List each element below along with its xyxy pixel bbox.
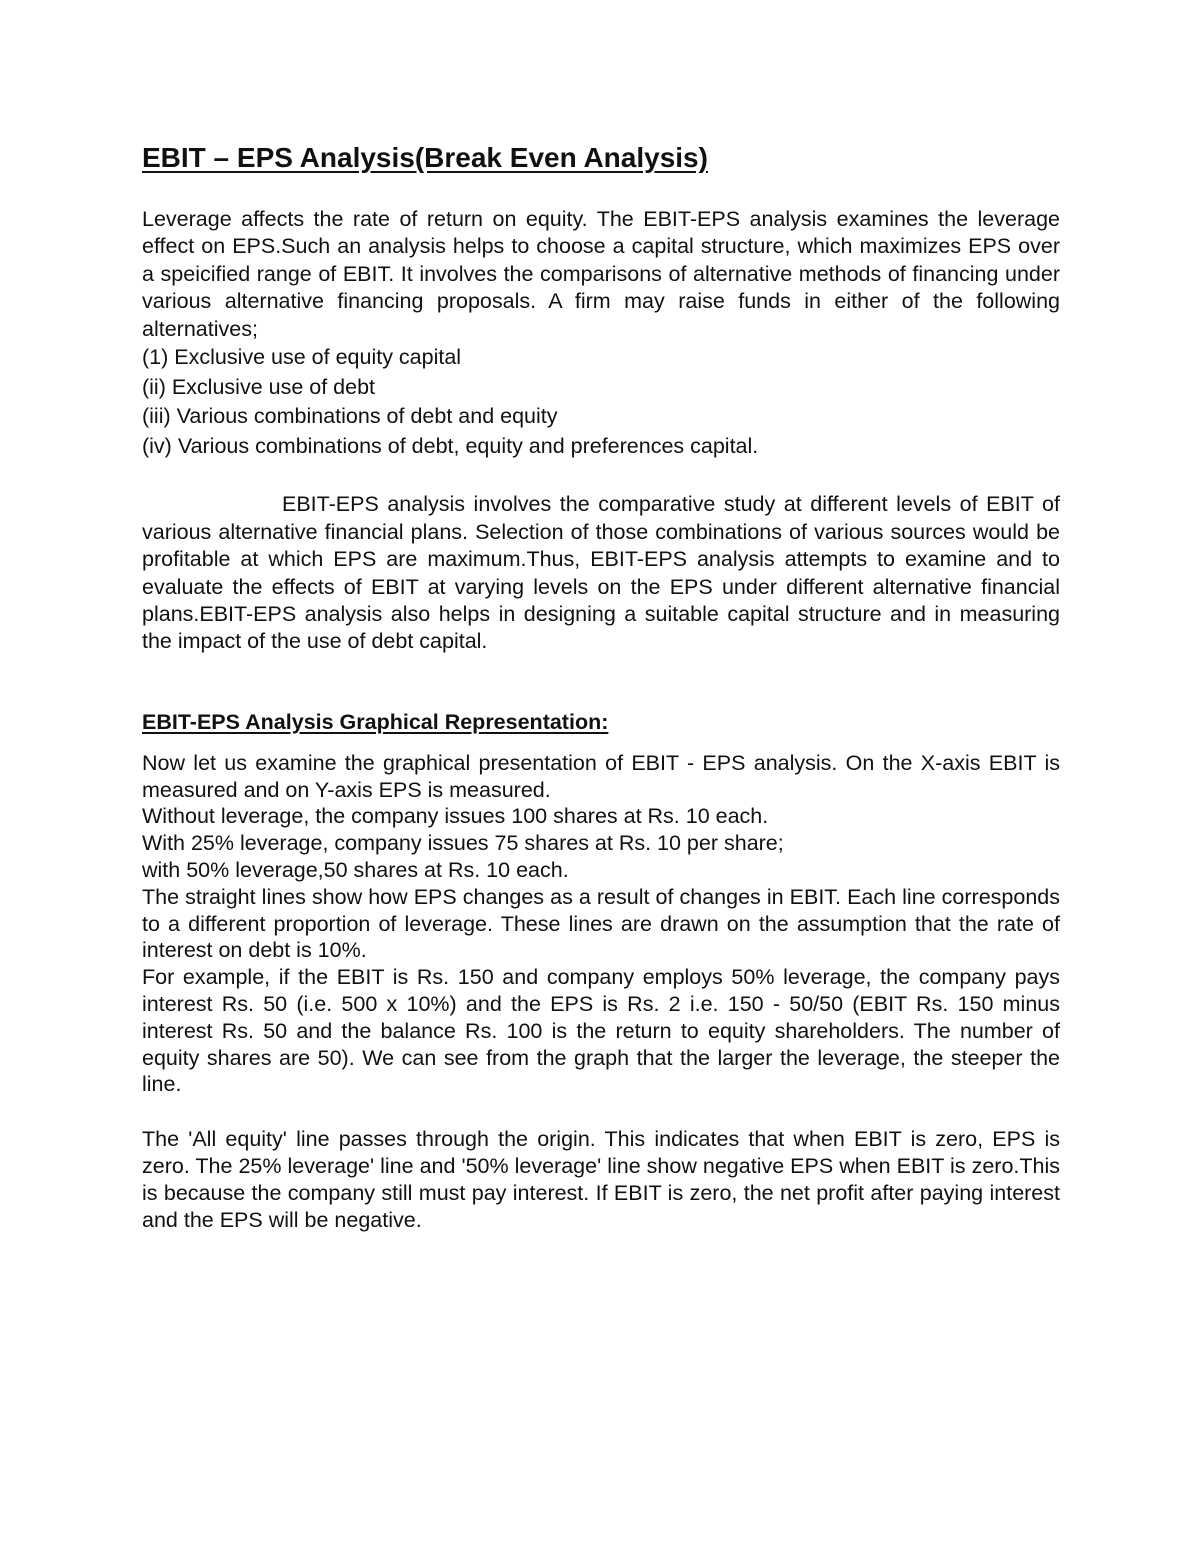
comparative-study-paragraph: EBIT-EPS analysis involves the comparative study at different levels of EBIT of various alternative financial plans. Selection of those combinations of various sources would be profitable at which EPS are maximum.Thus, EBIT-EPS analysis attempts to examine and to evaluate the effects of EBIT at varying levels on the EPS under different alternative financial plans.EBIT-EPS analysis also helps in designing a suitable capital structure and in measuring the impact of the use of debt capital. — [142, 492, 1060, 654]
list-item: (ii) Exclusive use of debt — [142, 374, 376, 399]
no-leverage-line: Without leverage, the company issues 100 shares at Rs. 10 each. — [142, 804, 769, 829]
intro-paragraph: Leverage affects the rate of return on equity. The EBIT-EPS analysis examines the leverage effect on EPS.Such an analysis helps to choose a capital structure, which maximizes EPS over a speicified range of EBIT. It involves the comparisons of alternative methods of financing under various alternative financing proposals. A firm may raise funds in either of the following alternatives; — [142, 207, 1060, 341]
section-spacer — [142, 656, 1060, 708]
all-equity-paragraph: The 'All equity' line passes through the origin. This indicates that when EBIT is zero, EPS is zero. The 25% leverage' line and '50% leverage' line show negative EPS when EBIT is zero.This is because the company still must pay interest. If EBIT is zero, the net profit after paying interest and the EPS will be negative. — [142, 1127, 1060, 1232]
graph-paragraph: Now let us examine the graphical presentation of EBIT - EPS analysis. On the X-axis EBIT is measured and on Y-axis EPS is measured. — [142, 750, 1060, 802]
alternatives-list — [142, 343, 1060, 461]
list-item: (1) Exclusive use of equity capital — [142, 345, 462, 370]
section-heading: EBIT-EPS Analysis Graphical Representation: — [142, 709, 609, 734]
paragraph-spacer — [142, 1098, 1060, 1126]
straight-lines-paragraph: The straight lines show how EPS changes as a result of changes in EBIT. Each line corresponds to a different proportion of leverage. These lines are drawn on the assumption that the rate of interest on debt is 10%. — [142, 884, 1060, 963]
document-page — [142, 140, 1060, 1233]
list-item: (iv) Various combinations of debt, equity and preferences capital. — [142, 433, 759, 458]
leverage-50-line: with 50% leverage,50 shares at Rs. 10 each. — [142, 858, 569, 883]
example-paragraph: For example, if the EBIT is Rs. 150 and company employs 50% leverage, the company pays interest Rs. 50 (i.e. 500 x 10%) and the EPS is Rs. 2 i.e. 150 - 50/50 (EBIT Rs. 150 minus interest Rs. 50 and the balance Rs. 100 is the return to equity shareholders. The number of equity shares are 50). We can see from the graph that the larger the leverage, the steeper the line. — [142, 965, 1060, 1097]
list-item: (iii) Various combinations of debt and equity — [142, 404, 558, 429]
document-title: EBIT – EPS Analysis(Break Even Analysis) — [142, 142, 708, 173]
leverage-25-line: With 25% leverage, company issues 75 shares at Rs. 10 per share; — [142, 831, 784, 856]
